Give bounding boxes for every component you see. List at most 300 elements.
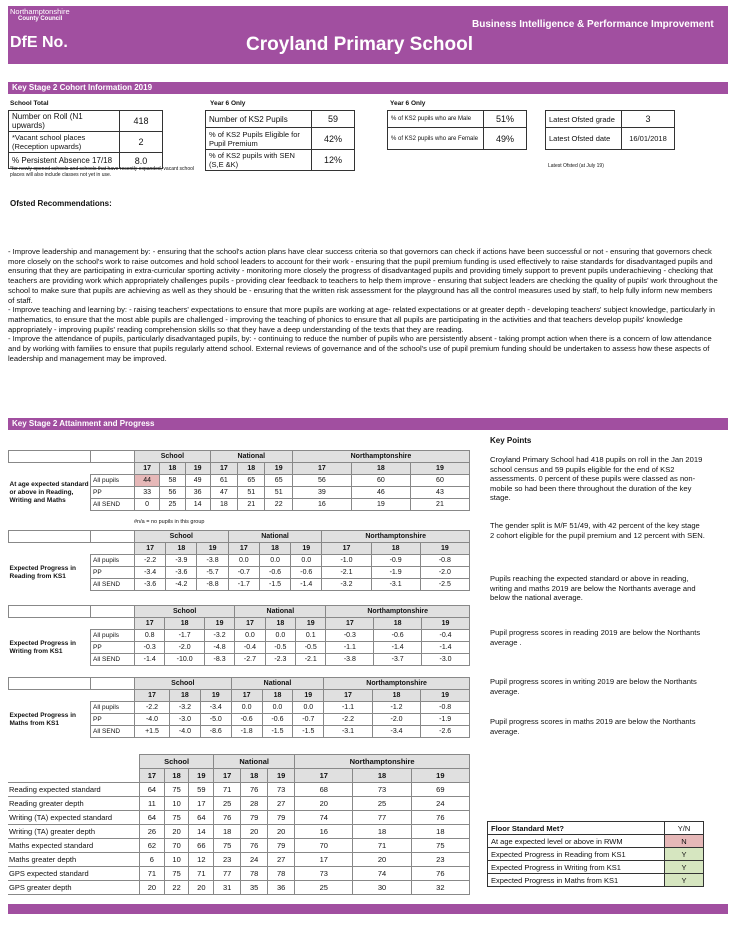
year-header: 17 <box>135 618 165 630</box>
value-cell: -0.6 <box>374 630 422 642</box>
value-cell: -2.6 <box>421 726 470 738</box>
year-header: 18 <box>372 690 421 702</box>
value-cell: -1.2 <box>372 702 421 714</box>
value-cell: 11 <box>140 797 165 811</box>
value-cell: 24 <box>411 797 469 811</box>
value-cell: 20 <box>295 797 353 811</box>
value-cell: -0.4 <box>235 642 265 654</box>
value-cell: 28 <box>241 797 268 811</box>
group-header: National <box>235 606 326 618</box>
value-cell: -3.7 <box>374 654 422 666</box>
year-header: 17 <box>135 463 160 475</box>
year-header: 18 <box>160 463 185 475</box>
value-cell: -0.5 <box>265 642 295 654</box>
value-cell: 68 <box>295 783 353 797</box>
value-cell: -3.1 <box>324 726 373 738</box>
value-cell: 74 <box>295 811 353 825</box>
year-header: 19 <box>265 463 292 475</box>
female-label: % of KS2 pupils who are Female <box>388 128 484 150</box>
value-cell: 47 <box>210 487 237 499</box>
value-cell: -5.7 <box>197 567 228 579</box>
year-header: 17 <box>135 543 166 555</box>
group-header: Northamptonshire <box>295 755 470 769</box>
value-cell: -1.5 <box>293 726 324 738</box>
year-header: 19 <box>197 543 228 555</box>
subject-measure-label: Maths expected standard <box>8 839 140 853</box>
ofsted-note: Latest Ofsted (at July 19) <box>548 163 604 169</box>
value-cell: -0.8 <box>421 702 470 714</box>
key-point-4: Pupil progress scores in reading 2019 are below the Northants average . <box>490 628 701 647</box>
value-cell: 56 <box>160 487 185 499</box>
value-cell: 73 <box>268 783 295 797</box>
year-header: 17 <box>235 618 265 630</box>
gender-table <box>387 110 527 150</box>
female-value: 49% <box>484 128 527 150</box>
ofsted-recommendations-title: Ofsted Recommendations: <box>10 199 112 208</box>
pupil-group-label: PP <box>91 714 135 726</box>
value-cell: 25 <box>160 499 185 511</box>
ofsted-date-value: 16/01/2018 <box>622 128 675 150</box>
year-header: 17 <box>292 463 351 475</box>
value-cell: -8.8 <box>197 579 228 591</box>
value-cell: 79 <box>268 839 295 853</box>
value-cell: -4.2 <box>166 579 197 591</box>
pupil-group-label: PP <box>91 567 135 579</box>
year-header: 19 <box>200 690 231 702</box>
value-cell: 76 <box>411 867 469 881</box>
year-header: 18 <box>351 463 410 475</box>
value-cell: -0.3 <box>135 642 165 654</box>
pupil-group-label: All pupils <box>91 630 135 642</box>
value-cell: -1.4 <box>374 642 422 654</box>
value-cell: 19 <box>351 499 410 511</box>
roll-value: 418 <box>120 111 163 132</box>
year-header: 18 <box>238 463 265 475</box>
group-header: Northamptonshire <box>322 531 470 543</box>
year-header: 19 <box>410 463 469 475</box>
pupil-group-label: All pupils <box>91 555 135 567</box>
value-cell: 27 <box>268 853 295 867</box>
year-header: 19 <box>268 769 295 783</box>
value-cell: 51 <box>238 487 265 499</box>
sen-label: % of KS2 pupils with SEN (S,E &K) <box>206 150 312 171</box>
value-cell: 0 <box>135 499 160 511</box>
subject-measure-label: Reading expected standard <box>8 783 140 797</box>
year-header: 18 <box>164 769 189 783</box>
value-cell: -3.6 <box>166 567 197 579</box>
value-cell: -2.2 <box>135 702 170 714</box>
floor-row-value: Y <box>665 848 704 861</box>
value-cell: 75 <box>164 783 189 797</box>
value-cell: 76 <box>214 811 241 825</box>
value-cell: 33 <box>135 487 160 499</box>
value-cell: 59 <box>189 783 214 797</box>
value-cell: 14 <box>189 825 214 839</box>
year-header: 19 <box>204 618 234 630</box>
year-header: 19 <box>293 690 324 702</box>
value-cell: -2.0 <box>420 567 469 579</box>
pupil-group-label: PP <box>91 487 135 499</box>
year6-pupils-table <box>205 110 355 171</box>
school-total-label: School Total <box>10 100 49 107</box>
council-logo: Northamptonshire <box>10 7 70 16</box>
value-cell: 35 <box>241 881 268 895</box>
value-cell: -0.6 <box>259 567 290 579</box>
floor-row-label: Expected Progress in Writing from KS1 <box>488 861 665 874</box>
value-cell: 39 <box>292 487 351 499</box>
subject-measure-label: Writing (TA) greater depth <box>8 825 140 839</box>
male-label: % of KS2 pupils who are Male <box>388 111 484 128</box>
value-cell: -0.4 <box>422 630 470 642</box>
value-cell: 22 <box>265 499 292 511</box>
value-cell: -3.4 <box>372 726 421 738</box>
value-cell: -8.3 <box>204 654 234 666</box>
value-cell: 44 <box>135 475 160 487</box>
group-header: Northamptonshire <box>324 678 470 690</box>
value-cell: 20 <box>140 881 165 895</box>
value-cell: 32 <box>411 881 469 895</box>
t3-attainment-table <box>8 605 470 666</box>
floor-yn-header: Y/N <box>665 822 704 835</box>
key-point-1: Croyland Primary School had 418 pupils on roll in the Jan 2019 school census and 59 pupils eligible for the end of KS2 assessments. 0 percent of these pupils were classed as non-mobile so had been there throughout the duration of the key stage. <box>490 455 703 503</box>
value-cell: 25 <box>353 797 411 811</box>
value-cell: 64 <box>140 783 165 797</box>
group-header: Northamptonshire <box>326 606 470 618</box>
value-cell: 27 <box>268 797 295 811</box>
value-cell: 0.0 <box>265 630 295 642</box>
school-name: Croyland Primary School <box>246 34 474 55</box>
value-cell: -1.1 <box>326 642 374 654</box>
dfe-number-label: DfE No. <box>10 34 68 51</box>
council-logo-subtitle: County Council <box>18 16 63 22</box>
t1-attainment-table <box>8 450 470 511</box>
value-cell: 24 <box>241 853 268 867</box>
value-cell: 75 <box>411 839 469 853</box>
value-cell: 17 <box>295 853 353 867</box>
value-cell: -0.6 <box>291 567 322 579</box>
year-header: 17 <box>228 543 259 555</box>
year-header: 18 <box>374 618 422 630</box>
value-cell: -2.1 <box>322 567 371 579</box>
subject-measure-label: Writing (TA) expected standard <box>8 811 140 825</box>
pp-label: % of KS2 Pupils Eligible for Pupil Premium <box>206 128 312 150</box>
value-cell: 25 <box>295 881 353 895</box>
value-cell: 16 <box>295 825 353 839</box>
value-cell: 71 <box>189 867 214 881</box>
vacant-label: *Vacant school places (Reception upwards) <box>9 132 120 153</box>
year-header: 17 <box>324 690 373 702</box>
value-cell: 23 <box>214 853 241 867</box>
year-header: 17 <box>210 463 237 475</box>
value-cell: 6 <box>140 853 165 867</box>
value-cell: 36 <box>268 881 295 895</box>
value-cell: -2.1 <box>296 654 326 666</box>
floor-standard-table <box>487 821 704 887</box>
subject-measure-label: GPS expected standard <box>8 867 140 881</box>
pupil-group-label: All SEND <box>91 579 135 591</box>
value-cell: -1.7 <box>165 630 204 642</box>
value-cell: 78 <box>268 867 295 881</box>
group-header: National <box>214 755 295 769</box>
value-cell: -0.7 <box>228 567 259 579</box>
subject-measure-label: GPS greater depth <box>8 881 140 895</box>
value-cell: 60 <box>351 475 410 487</box>
value-cell: 20 <box>268 825 295 839</box>
value-cell: 0.1 <box>296 630 326 642</box>
value-cell: +1.5 <box>135 726 170 738</box>
floor-row-label: At age expected level or above in RWM <box>488 835 665 848</box>
value-cell: 73 <box>295 867 353 881</box>
value-cell: 20 <box>241 825 268 839</box>
pupil-group-label: All pupils <box>91 475 135 487</box>
value-cell: -3.9 <box>166 555 197 567</box>
group-header: School <box>140 755 214 769</box>
group-header: National <box>231 678 324 690</box>
value-cell: 69 <box>411 783 469 797</box>
cohort-section-bar: Key Stage 2 Cohort Information 2019 <box>8 82 728 94</box>
value-cell: -1.4 <box>422 642 470 654</box>
key-point-6: Pupil progress scores in maths 2019 are below the Northants average. <box>490 717 696 736</box>
value-cell: 49 <box>185 475 210 487</box>
value-cell: 18 <box>411 825 469 839</box>
na-note: #n/a = no pupils in this group <box>134 519 205 525</box>
absence-label: % Persistent Absence 17/18 <box>9 153 120 169</box>
value-cell: 0.0 <box>262 702 293 714</box>
value-cell: -2.5 <box>420 579 469 591</box>
value-cell: -3.4 <box>200 702 231 714</box>
group-header: School <box>135 451 211 463</box>
ks2-pupils-label: Number of KS2 Pupils <box>206 111 312 128</box>
value-cell: 46 <box>351 487 410 499</box>
t2-attainment-table <box>8 530 470 591</box>
department-name: Business Intelligence & Performance Improvement <box>472 19 714 30</box>
group-header: Northamptonshire <box>292 451 469 463</box>
year-header: 19 <box>291 543 322 555</box>
value-cell: 76 <box>411 811 469 825</box>
value-cell: 65 <box>265 475 292 487</box>
value-cell: 77 <box>353 811 411 825</box>
vacant-footnote: *for newly opened schools and schools that have recently expanded, vacant school places will also include classes not yet in use. <box>10 166 195 178</box>
measure-title: Expected Progress in Reading from KS1 <box>9 564 76 580</box>
value-cell: 30 <box>353 881 411 895</box>
value-cell: -0.7 <box>293 714 324 726</box>
value-cell: -4.0 <box>170 726 201 738</box>
sen-value: 12% <box>312 150 355 171</box>
pupil-group-label: PP <box>91 642 135 654</box>
pupil-group-label: All SEND <box>91 654 135 666</box>
year-header: 17 <box>231 690 262 702</box>
value-cell: 74 <box>353 867 411 881</box>
value-cell: -3.6 <box>135 579 166 591</box>
key-point-5: Pupil progress scores in writing 2019 are below the Northants average. <box>490 677 697 696</box>
measure-title: Expected Progress in Writing from KS1 <box>9 639 76 655</box>
absence-value: 8.0 <box>120 153 163 169</box>
value-cell: -2.2 <box>135 555 166 567</box>
value-cell: -1.9 <box>421 714 470 726</box>
floor-row-label: Expected Progress in Maths from KS1 <box>488 874 665 887</box>
floor-row-value: Y <box>665 874 704 887</box>
value-cell: 10 <box>164 853 189 867</box>
value-cell: -1.0 <box>322 555 371 567</box>
value-cell: -0.8 <box>420 555 469 567</box>
group-header: School <box>135 606 235 618</box>
group-header: National <box>210 451 292 463</box>
value-cell: -2.0 <box>372 714 421 726</box>
year-header: 18 <box>241 769 268 783</box>
value-cell: 0.0 <box>293 702 324 714</box>
value-cell: 14 <box>185 499 210 511</box>
value-cell: 76 <box>241 839 268 853</box>
footer-bar <box>8 904 728 914</box>
year-header: 17 <box>322 543 371 555</box>
value-cell: 21 <box>410 499 469 511</box>
value-cell: 16 <box>292 499 351 511</box>
year-header: 19 <box>189 769 214 783</box>
value-cell: 0.0 <box>291 555 322 567</box>
group-header: School <box>135 531 229 543</box>
year-header: 17 <box>295 769 353 783</box>
value-cell: -10.0 <box>165 654 204 666</box>
value-cell: -1.4 <box>135 654 165 666</box>
value-cell: 56 <box>292 475 351 487</box>
key-point-2: The gender split is M/F 51/49, with 42 percent of the key stage 2 cohort eligible for the pupil premium and 12 percent with SEN. <box>490 521 705 540</box>
year-header: 17 <box>214 769 241 783</box>
group-header: School <box>135 678 232 690</box>
value-cell: -3.8 <box>197 555 228 567</box>
value-cell: 20 <box>353 853 411 867</box>
value-cell: -1.5 <box>259 579 290 591</box>
value-cell: -3.1 <box>371 579 420 591</box>
value-cell: 79 <box>268 811 295 825</box>
value-cell: -3.2 <box>322 579 371 591</box>
value-cell: 21 <box>238 499 265 511</box>
value-cell: 71 <box>353 839 411 853</box>
value-cell: 23 <box>411 853 469 867</box>
year-header: 18 <box>262 690 293 702</box>
value-cell: 64 <box>189 811 214 825</box>
ofsted-table <box>545 110 675 150</box>
year-header: 17 <box>326 618 374 630</box>
year-header: 19 <box>185 463 210 475</box>
value-cell: -0.9 <box>371 555 420 567</box>
ofsted-date-label: Latest Ofsted date <box>546 128 622 150</box>
value-cell: 20 <box>189 881 214 895</box>
year-header: 18 <box>265 618 295 630</box>
attainment-section-bar: Key Stage 2 Attainment and Progress <box>8 418 728 430</box>
year-header: 18 <box>259 543 290 555</box>
group-header: National <box>228 531 322 543</box>
value-cell: 0.0 <box>231 702 262 714</box>
value-cell: -2.2 <box>324 714 373 726</box>
floor-row-value: N <box>665 835 704 848</box>
value-cell: -5.0 <box>200 714 231 726</box>
key-point-3: Pupils reaching the expected standard or above in reading, writing and maths 2019 are below the Northants average and below the national average. <box>490 574 696 603</box>
value-cell: 12 <box>189 853 214 867</box>
year-header: 18 <box>170 690 201 702</box>
male-value: 51% <box>484 111 527 128</box>
value-cell: 62 <box>140 839 165 853</box>
value-cell: 17 <box>189 797 214 811</box>
value-cell: -2.3 <box>265 654 295 666</box>
value-cell: 20 <box>164 825 189 839</box>
value-cell: -0.5 <box>296 642 326 654</box>
value-cell: 73 <box>353 783 411 797</box>
value-cell: 71 <box>214 783 241 797</box>
subject-table <box>8 754 470 895</box>
value-cell: 75 <box>164 811 189 825</box>
value-cell: -0.6 <box>231 714 262 726</box>
value-cell: 71 <box>140 867 165 881</box>
subject-measure-label: Reading greater depth <box>8 797 140 811</box>
value-cell: 43 <box>410 487 469 499</box>
value-cell: 70 <box>295 839 353 853</box>
floor-standard-title: Floor Standard Met? <box>488 822 665 835</box>
value-cell: -1.7 <box>228 579 259 591</box>
ofsted-grade-label: Latest Ofsted grade <box>546 111 622 128</box>
pp-value: 42% <box>312 128 355 150</box>
value-cell: 31 <box>214 881 241 895</box>
value-cell: 65 <box>238 475 265 487</box>
floor-row-label: Expected Progress in Reading from KS1 <box>488 848 665 861</box>
t4-attainment-table <box>8 677 470 738</box>
value-cell: -2.0 <box>165 642 204 654</box>
value-cell: 18 <box>353 825 411 839</box>
year-header: 18 <box>165 618 204 630</box>
year-header: 17 <box>135 690 170 702</box>
value-cell: -3.2 <box>204 630 234 642</box>
value-cell: -3.4 <box>135 567 166 579</box>
value-cell: -1.1 <box>324 702 373 714</box>
subject-measure-label: Maths greater depth <box>8 853 140 867</box>
school-total-table <box>8 110 163 169</box>
value-cell: -4.8 <box>204 642 234 654</box>
value-cell: -3.8 <box>326 654 374 666</box>
pupil-group-label: All SEND <box>91 499 135 511</box>
ofsted-grade-value: 3 <box>622 111 675 128</box>
value-cell: -1.9 <box>371 567 420 579</box>
value-cell: 79 <box>241 811 268 825</box>
year-header: 19 <box>420 543 469 555</box>
value-cell: 0.0 <box>235 630 265 642</box>
value-cell: 64 <box>140 811 165 825</box>
roll-label: Number on Roll (N1 upwards) <box>9 111 120 132</box>
value-cell: 70 <box>164 839 189 853</box>
vacant-value: 2 <box>120 132 163 153</box>
value-cell: -1.5 <box>262 726 293 738</box>
value-cell: -2.7 <box>235 654 265 666</box>
measure-title: At age expected standard or above in Reading, Writing and Maths <box>9 480 89 504</box>
floor-row-value: Y <box>665 861 704 874</box>
year-header: 18 <box>371 543 420 555</box>
key-points-title: Key Points <box>490 436 532 445</box>
value-cell: 51 <box>265 487 292 499</box>
value-cell: 0.0 <box>259 555 290 567</box>
measure-title: Expected Progress in Maths from KS1 <box>9 711 76 727</box>
value-cell: 10 <box>164 797 189 811</box>
year-header: 19 <box>411 769 469 783</box>
year-header: 19 <box>422 618 470 630</box>
value-cell: 26 <box>140 825 165 839</box>
value-cell: 75 <box>214 839 241 853</box>
value-cell: -1.8 <box>231 726 262 738</box>
value-cell: -4.0 <box>135 714 170 726</box>
value-cell: 36 <box>185 487 210 499</box>
year-header: 18 <box>166 543 197 555</box>
value-cell: 0.0 <box>228 555 259 567</box>
year-header: 19 <box>421 690 470 702</box>
value-cell: -3.2 <box>170 702 201 714</box>
year6-label: Year 6 Only <box>390 100 426 107</box>
